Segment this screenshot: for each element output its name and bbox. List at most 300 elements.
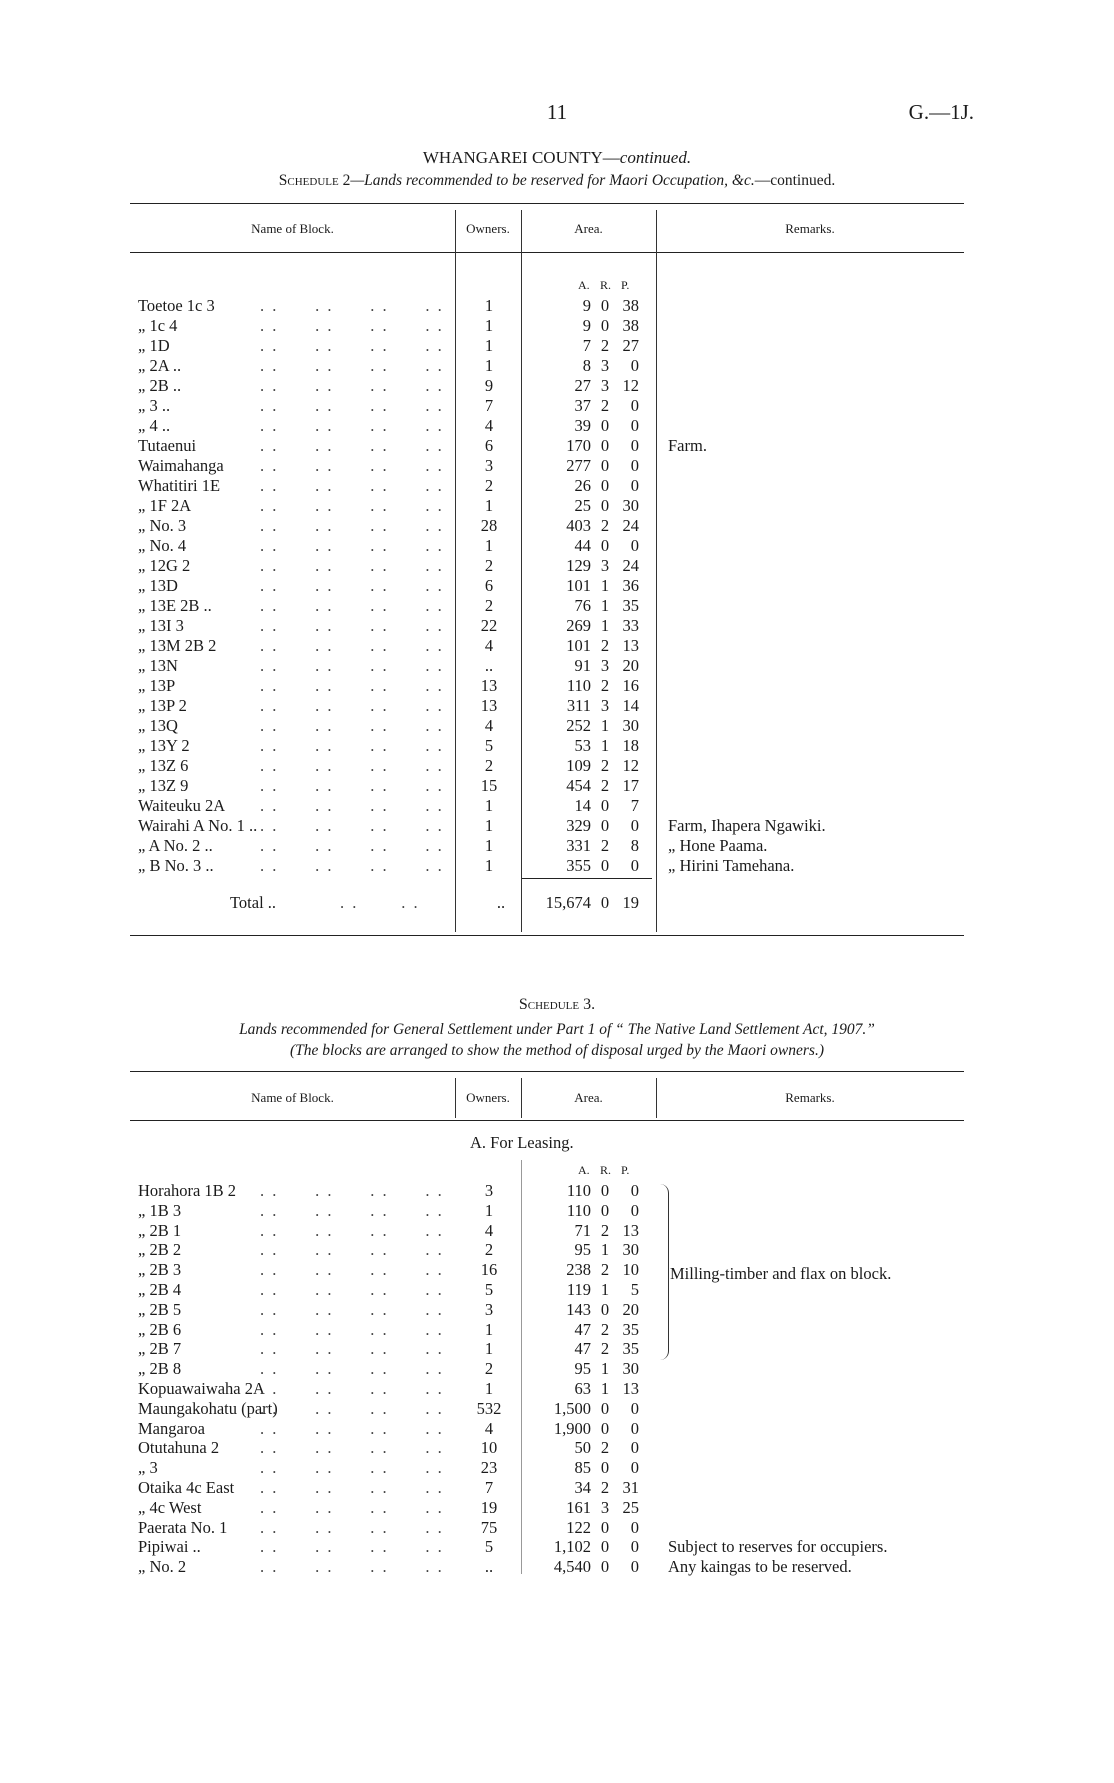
table-row xyxy=(0,1320,1114,1340)
table2-total-rule xyxy=(522,878,652,879)
area-perches: 13 xyxy=(622,636,639,655)
area-acres: 355 xyxy=(566,856,591,875)
area-perches: 0 xyxy=(630,356,639,375)
block-name: „ 1F 2A xyxy=(138,496,192,515)
leader-dots: . . . . . . . . xyxy=(260,1339,444,1359)
area-perches: 0 xyxy=(630,436,639,455)
area-perches: 20 xyxy=(622,656,639,675)
block-name: „ 13P 2 xyxy=(138,696,187,715)
area-perches: 17 xyxy=(622,776,639,795)
area-acres: 311 xyxy=(566,696,591,715)
area-acres: 101 xyxy=(566,576,591,595)
leader-dots: . . . . . . . . xyxy=(260,656,444,675)
area-acres: 25 xyxy=(574,496,591,515)
area-roods: 1 xyxy=(600,1240,610,1260)
col-header-area: Area. xyxy=(574,1090,603,1105)
owners-count: .. xyxy=(484,656,494,675)
leader-dots: . . . . . . . . xyxy=(260,716,444,735)
area-perches: 38 xyxy=(622,296,639,315)
area-acres: 454 xyxy=(566,776,591,795)
schedule2-caption-cont: —continued. xyxy=(754,172,836,189)
owners-count: 4 xyxy=(484,636,494,655)
remarks: Subject to reserves for occupiers. xyxy=(668,1537,888,1557)
area-roods: 1 xyxy=(600,716,610,735)
block-name: „ 13E 2B .. xyxy=(138,596,212,615)
leader-dots: . . . . . . . . xyxy=(260,556,444,575)
block-name: „ No. 2 xyxy=(138,1557,187,1577)
table-row xyxy=(0,1438,1114,1458)
block-name: „ 2B 5 xyxy=(138,1299,182,1319)
area-roods: 0 xyxy=(600,1418,610,1438)
area-acres: 110 xyxy=(566,1181,591,1200)
area-acres: 129 xyxy=(566,556,591,575)
block-name: „ 4 .. xyxy=(138,416,171,435)
area-roods: 0 xyxy=(600,1299,610,1319)
area-acres: 91 xyxy=(574,656,591,675)
area-roods: 0 xyxy=(600,476,610,495)
owners-count: 5 xyxy=(484,1537,494,1557)
area-roods: 2 xyxy=(600,676,610,695)
area-roods: 2 xyxy=(600,336,610,355)
block-name: „ 13Q xyxy=(138,716,178,735)
area-roods: 0 xyxy=(600,416,610,435)
area-perches: 14 xyxy=(622,696,639,715)
area-acres: 4,540 xyxy=(553,1557,591,1577)
unit-roods: R. xyxy=(600,278,612,292)
owners-count: 1 xyxy=(484,796,494,815)
area-acres: 252 xyxy=(566,716,591,735)
owners-count: 1 xyxy=(484,316,494,335)
table-row xyxy=(0,656,1114,676)
block-name: „ 2B 4 xyxy=(138,1280,182,1299)
block-name: „ 2B 8 xyxy=(138,1359,182,1379)
page-number: 11 xyxy=(546,100,568,124)
area-roods: 2 xyxy=(600,1319,610,1339)
area-acres: 37 xyxy=(574,396,591,415)
total-acres: 15,674 xyxy=(545,893,591,912)
leader-dots: . . . . . . . . xyxy=(260,296,444,315)
leader-dots: . . . . . . . . xyxy=(260,476,444,495)
area-roods: 2 xyxy=(600,636,610,655)
block-name: „ 2B 3 xyxy=(138,1260,182,1280)
area-acres: 101 xyxy=(566,636,591,655)
leader-dots: . . . . . . . . xyxy=(260,696,444,715)
schedule2-caption-text: —Lands recommended to be reserved for Maori Occupation, &c. xyxy=(350,172,755,189)
area-acres: 26 xyxy=(574,476,591,495)
area-acres: 14 xyxy=(574,796,591,815)
block-name: „ 13Z 6 xyxy=(138,756,189,775)
unit-perches: P. xyxy=(621,278,630,292)
owners-count: 2 xyxy=(484,1359,494,1379)
table-row xyxy=(0,576,1114,596)
leader-dots: . . . . . . . . xyxy=(260,1557,444,1577)
area-acres: 110 xyxy=(566,676,591,695)
block-name: „ 2B 2 xyxy=(138,1240,182,1260)
col-header-remarks: Remarks. xyxy=(785,1090,835,1105)
owners-count: 4 xyxy=(484,416,494,435)
table-row xyxy=(0,356,1114,376)
owners-count: 7 xyxy=(484,1478,494,1497)
area-roods: 3 xyxy=(600,356,610,375)
block-name: Horahora 1B 2 xyxy=(138,1181,237,1200)
area-perches: 20 xyxy=(622,1299,639,1319)
block-name: Otaika 4c East xyxy=(138,1478,235,1497)
area-acres: 1,900 xyxy=(553,1418,591,1438)
document-reference: G.—1J. xyxy=(908,100,974,124)
area-roods: 2 xyxy=(600,396,610,415)
leader-dots: . . . . . . . . xyxy=(260,1497,444,1517)
owners-count: 1 xyxy=(484,1339,494,1359)
owners-count: 532 xyxy=(476,1398,502,1418)
table-row xyxy=(0,1300,1114,1320)
area-perches: 12 xyxy=(622,376,639,395)
area-acres: 7 xyxy=(582,336,591,355)
area-roods: 0 xyxy=(600,496,610,515)
block-name: Toetoe 1c 3 xyxy=(138,296,215,315)
table-row xyxy=(0,1498,1114,1518)
owners-count: 2 xyxy=(484,476,494,495)
table-row xyxy=(0,1518,1114,1538)
block-name: Waiteuku 2A xyxy=(138,796,226,815)
owners-count: 2 xyxy=(484,556,494,575)
area-roods: 3 xyxy=(600,1497,610,1517)
col-header-name: Name of Block. xyxy=(251,221,334,236)
table-row xyxy=(0,1537,1114,1557)
leader-dots: . . . . . . . . xyxy=(260,1220,444,1240)
area-acres: 238 xyxy=(566,1260,591,1280)
section-heading: A. For Leasing. xyxy=(470,1133,574,1152)
area-roods: 0 xyxy=(600,1517,610,1537)
area-acres: 8 xyxy=(582,356,591,375)
owners-count: 9 xyxy=(484,376,494,395)
area-perches: 0 xyxy=(630,536,639,555)
block-name: „ 2B 7 xyxy=(138,1339,182,1359)
block-name: „ 13P xyxy=(138,676,176,695)
area-acres: 143 xyxy=(566,1299,591,1319)
block-name: „ 2B 1 xyxy=(138,1220,182,1240)
table-row xyxy=(0,336,1114,356)
leader-dots: . . . . . . . . xyxy=(260,316,444,335)
table-row xyxy=(0,496,1114,516)
area-roods: 2 xyxy=(600,516,610,535)
leader-dots: . . . . . . . . xyxy=(260,536,444,555)
leader-dots: . . . . . . . . xyxy=(260,1240,444,1260)
area-perches: 12 xyxy=(622,756,639,775)
area-perches: 35 xyxy=(622,1339,639,1359)
table-row xyxy=(0,536,1114,556)
table-row xyxy=(0,1201,1114,1221)
table-row xyxy=(0,1221,1114,1241)
area-acres: 119 xyxy=(566,1280,591,1299)
owners-count: 6 xyxy=(484,436,494,455)
block-name: „ 2B 6 xyxy=(138,1319,182,1339)
leader-dots: . . . . . . . . xyxy=(260,1379,444,1398)
leader-dots: . . . . . . . . xyxy=(260,516,444,535)
area-acres: 47 xyxy=(574,1319,591,1339)
schedule3-note: (The blocks are arranged to show the method of disposal urged by the Maori owners.) xyxy=(290,1042,824,1059)
area-roods: 0 xyxy=(600,1537,610,1557)
area-roods: 3 xyxy=(600,656,610,675)
block-name: Paerata No. 1 xyxy=(138,1517,228,1537)
area-roods: 1 xyxy=(600,736,610,755)
owners-count: 13 xyxy=(480,676,498,695)
block-name: „ No. 3 xyxy=(138,516,187,535)
leader-dots: . . . . . . . . xyxy=(260,1398,444,1418)
area-perches: 0 xyxy=(630,456,639,475)
table-row xyxy=(0,1240,1114,1260)
area-acres: 331 xyxy=(566,836,591,855)
area-perches: 0 xyxy=(630,416,639,435)
owners-count: 28 xyxy=(480,516,498,535)
area-perches: 10 xyxy=(622,1260,639,1280)
table-row xyxy=(0,696,1114,716)
area-acres: 403 xyxy=(566,516,591,535)
area-perches: 5 xyxy=(630,1280,639,1299)
area-perches: 24 xyxy=(622,556,639,575)
area-perches: 0 xyxy=(630,1418,639,1438)
table-row xyxy=(0,516,1114,536)
area-perches: 30 xyxy=(622,716,639,735)
owners-count: 15 xyxy=(480,776,498,795)
table2-bottom-rule xyxy=(130,935,964,936)
area-perches: 0 xyxy=(630,1200,639,1220)
leader-dots: . . . . . . . . xyxy=(260,1517,444,1537)
schedule3-subtitle: Lands recommended for General Settlement under Part 1 of “ The Native Land Settlement Act, 1907.” xyxy=(239,1021,875,1038)
owners-count: 6 xyxy=(484,576,494,595)
owners-count: 3 xyxy=(484,456,494,475)
area-acres: 27 xyxy=(574,376,591,395)
leader-dots: . . . . . . . . xyxy=(260,496,444,515)
leader-dots: . . . . . . . . xyxy=(260,396,444,415)
leader-dots: . . . . . . . . xyxy=(260,836,444,855)
area-roods: 0 xyxy=(600,856,610,875)
block-name: Pipiwai .. xyxy=(138,1537,201,1557)
table-row xyxy=(0,616,1114,636)
table-row xyxy=(0,636,1114,656)
leader-dots: . . . . . . . . xyxy=(260,1260,444,1280)
remarks: „ Hone Paama. xyxy=(668,836,768,855)
area-roods: 1 xyxy=(600,576,610,595)
area-perches: 24 xyxy=(622,516,639,535)
leader-dots: . . . . . . . . xyxy=(260,1418,444,1438)
area-roods: 0 xyxy=(600,316,610,335)
remarks: „ Hirini Tamehana. xyxy=(668,856,795,875)
table-row xyxy=(0,816,1114,836)
remarks: Farm. xyxy=(668,436,707,455)
area-acres: 277 xyxy=(566,456,591,475)
owners-count: 13 xyxy=(480,696,498,715)
owners-count: 4 xyxy=(484,1418,494,1438)
owners-count: 10 xyxy=(480,1438,498,1458)
owners-count: 1 xyxy=(484,836,494,855)
area-perches: 16 xyxy=(622,676,639,695)
table-row xyxy=(0,676,1114,696)
area-perches: 30 xyxy=(622,1359,639,1379)
leader-dots: . . . . . . . . xyxy=(260,756,444,775)
table-row xyxy=(0,416,1114,436)
leader-dots: . . . . . . . . xyxy=(260,796,444,815)
leader-dots: . . . . . . . . xyxy=(260,736,444,755)
block-name: Kopuawaiwaha 2A xyxy=(138,1379,265,1398)
area-acres: 110 xyxy=(566,1200,591,1220)
table2-top-rule xyxy=(130,203,964,204)
leader-dots: . . . . . . . . xyxy=(260,1319,444,1339)
block-name: „ 1D xyxy=(138,336,170,355)
area-perches: 27 xyxy=(622,336,639,355)
owners-count: 16 xyxy=(480,1260,498,1280)
area-roods: 1 xyxy=(600,596,610,615)
owners-count: 3 xyxy=(484,1299,494,1319)
area-perches: 35 xyxy=(622,1319,639,1339)
block-name: „ 12G 2 xyxy=(138,556,191,575)
table-row xyxy=(0,376,1114,396)
county-title xyxy=(0,148,1114,168)
table-row xyxy=(0,596,1114,616)
leader-dots: . . . . . . . . xyxy=(260,1181,444,1200)
table-row xyxy=(0,796,1114,816)
area-acres: 95 xyxy=(574,1359,591,1379)
owners-count: 22 xyxy=(480,616,498,635)
unit-perches: P. xyxy=(621,1163,630,1177)
schedule2-caption xyxy=(0,172,1114,190)
table-row xyxy=(0,1280,1114,1300)
table-row xyxy=(0,736,1114,756)
area-roods: 0 xyxy=(600,796,610,815)
leader-dots: . . . . . . . . xyxy=(260,676,444,695)
owners-count: 1 xyxy=(484,816,494,835)
table-row xyxy=(0,1419,1114,1439)
area-roods: 0 xyxy=(600,1557,610,1577)
total-perches: 19 xyxy=(622,893,639,912)
table-row xyxy=(0,1181,1114,1201)
owners-count: 75 xyxy=(480,1517,498,1537)
area-perches: 30 xyxy=(622,1240,639,1260)
remarks: Farm, Ihapera Ngawiki. xyxy=(668,816,826,835)
area-acres: 63 xyxy=(574,1379,591,1398)
area-acres: 39 xyxy=(574,416,591,435)
unit-acres: A. xyxy=(578,1163,590,1177)
leader-dots: . . . . . . . . xyxy=(260,576,444,595)
total-row xyxy=(0,893,1114,913)
table-row xyxy=(0,716,1114,736)
area-perches: 18 xyxy=(622,736,639,755)
area-perches: 0 xyxy=(630,1181,639,1200)
area-perches: 0 xyxy=(630,856,639,875)
area-roods: 2 xyxy=(600,836,610,855)
owners-count: 3 xyxy=(484,1181,494,1200)
table-row xyxy=(0,396,1114,416)
owners-count: 1 xyxy=(484,1319,494,1339)
leader-dots: . . . . . . . . xyxy=(260,1200,444,1220)
area-roods: 1 xyxy=(600,1280,610,1299)
area-acres: 1,500 xyxy=(553,1398,591,1418)
unit-acres: A. xyxy=(578,278,590,292)
area-perches: 25 xyxy=(622,1497,639,1517)
table-row xyxy=(0,856,1114,876)
owners-count: 1 xyxy=(484,496,494,515)
block-name: Otutahuna 2 xyxy=(138,1438,220,1458)
area-roods: 0 xyxy=(600,456,610,475)
table-row xyxy=(0,476,1114,496)
area-perches: 35 xyxy=(622,596,639,615)
owners-count: 1 xyxy=(484,336,494,355)
table2-header-rule xyxy=(130,252,964,253)
area-roods: 0 xyxy=(600,1398,610,1418)
area-perches: 0 xyxy=(630,396,639,415)
area-acres: 85 xyxy=(574,1458,591,1478)
owners-count: 23 xyxy=(480,1458,498,1478)
owners-count: 1 xyxy=(484,536,494,555)
block-name: „ No. 4 xyxy=(138,536,187,555)
leader-dots: . . . . . . . . xyxy=(260,336,444,355)
block-name: „ 3 xyxy=(138,1458,158,1478)
leader-dots: . . . . . . . . xyxy=(260,1458,444,1478)
schedule2-label: Schedule 2 xyxy=(278,172,351,189)
area-acres: 76 xyxy=(574,596,591,615)
area-roods: 0 xyxy=(600,1458,610,1478)
block-name: „ 1c 4 xyxy=(138,316,178,335)
area-acres: 1,102 xyxy=(553,1537,591,1557)
table-row xyxy=(0,1359,1114,1379)
area-perches: 0 xyxy=(630,1517,639,1537)
block-name: Mangaroa xyxy=(138,1418,205,1438)
owners-count: 19 xyxy=(480,1497,498,1517)
area-roods: 0 xyxy=(600,1200,610,1220)
area-acres: 122 xyxy=(566,1517,591,1537)
block-name: „ 13Z 9 xyxy=(138,776,189,795)
block-name: „ 2B .. xyxy=(138,376,182,395)
table-row xyxy=(0,756,1114,776)
area-roods: 2 xyxy=(600,776,610,795)
area-perches: 0 xyxy=(630,476,639,495)
area-perches: 36 xyxy=(622,576,639,595)
leader-dots: . . . . . . . . xyxy=(260,436,444,455)
block-name: „ B No. 3 .. xyxy=(138,856,214,875)
leader-dots: . . . . . . . . xyxy=(260,636,444,655)
table-row xyxy=(0,1478,1114,1498)
block-name: Maungakohatu (part) xyxy=(138,1398,278,1418)
table-row xyxy=(0,436,1114,456)
area-roods: 0 xyxy=(600,816,610,835)
owners-count: 4 xyxy=(484,1220,494,1240)
leader-dots: . . . . . . . . xyxy=(260,1537,444,1557)
area-acres: 95 xyxy=(574,1240,591,1260)
area-roods: 0 xyxy=(600,296,610,315)
unit-roods: R. xyxy=(600,1163,612,1177)
table-row xyxy=(0,1458,1114,1478)
area-acres: 34 xyxy=(574,1478,591,1497)
area-perches: 13 xyxy=(622,1220,639,1240)
leader-dots: . . . . . . . . xyxy=(260,1438,444,1458)
table-row xyxy=(0,1557,1114,1577)
area-perches: 0 xyxy=(630,1557,639,1577)
leader-dots: . . . . . . . . xyxy=(260,616,444,635)
block-name: „ 13N xyxy=(138,656,178,675)
area-perches: 0 xyxy=(630,1438,639,1458)
area-roods: 0 xyxy=(600,536,610,555)
table3-top-rule xyxy=(130,1071,964,1072)
owners-count: 5 xyxy=(484,736,494,755)
table-row xyxy=(0,836,1114,856)
leader-dots: . . . . . . . . xyxy=(260,596,444,615)
table-row xyxy=(0,1260,1114,1280)
area-acres: 71 xyxy=(574,1220,591,1240)
leader-dots: . . . . . . . . xyxy=(260,1478,444,1497)
block-name: „ A No. 2 .. xyxy=(138,836,213,855)
area-roods: 3 xyxy=(600,376,610,395)
area-roods: 1 xyxy=(600,616,610,635)
table3-header-rule xyxy=(130,1120,964,1121)
